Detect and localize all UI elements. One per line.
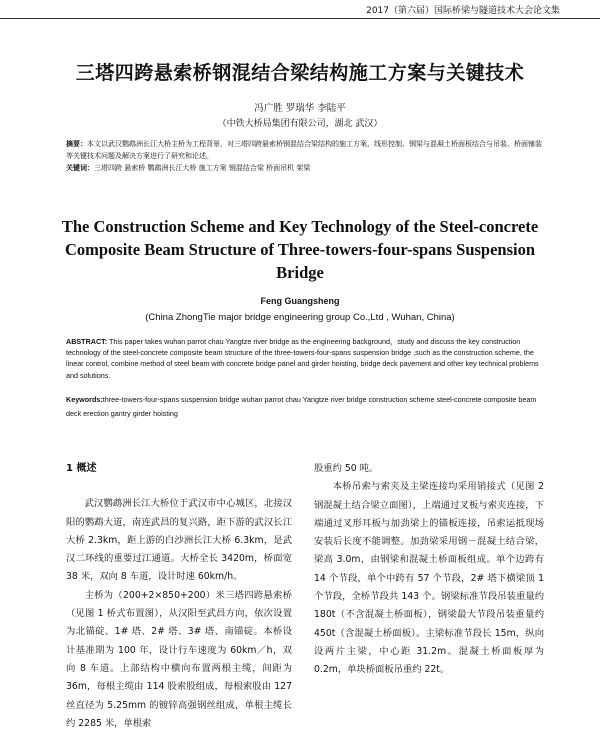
keywords-cn-text: 三塔四跨 悬索桥 鹦鹉洲长江大桥 施工方案 钢混结合梁 桥面吊机 架梁	[94, 164, 311, 172]
abstract-cn-label: 摘要：	[66, 140, 87, 148]
paper-title-en	[60, 215, 540, 284]
author-en: Feng Guangsheng	[260, 296, 340, 306]
keywords-en-label: Keywords:	[66, 395, 103, 404]
keywords-en-text: three-towers-four-spans suspension bridge wuhan parrot chau Yangtze river bridge construction scheme steel-concrete composite beam deck erection gantry girder hoisting	[66, 395, 537, 418]
running-header	[0, 0, 600, 19]
section-heading: 1 概述	[66, 463, 97, 474]
body-column-left	[66, 460, 292, 733]
affiliation-cn: （中铁大桥局集团有限公司，湖北 武汉）	[217, 119, 383, 129]
abstract-cn	[66, 138, 544, 174]
keywords-cn-label: 关键词：	[66, 164, 94, 172]
abstract-en	[66, 336, 544, 381]
title-en-line2: Composite Beam Structure of Three-towers-four-spans Suspension	[64, 240, 536, 259]
paragraph: 股重约 50 吨。	[314, 463, 379, 474]
affiliation-en: (China ZhongTie major bridge engineering group Co.,Ltd , Wuhan, China)	[145, 312, 455, 323]
abstract-cn-text: 本文以武汉鹦鹉洲长江大桥主桥为工程背景，对三塔四跨悬索桥钢混结合梁结构的施工方案、线形控制、钢梁与混凝土桥面板结合与吊装、桥面铺装等关键技术问题及解决方案进行了研究和论述。	[66, 140, 542, 160]
keywords-en	[66, 393, 544, 421]
paper-title-cn: 三塔四跨悬索桥钢混结合梁结构施工方案与关键技术	[75, 62, 525, 84]
paragraph: 主桥为（200+2×850+200）米三塔四跨悬索桥（见图 1 桥式布置图），从汉阳至武昌方向，依次设置为北锚碇、1# 塔、2# 塔、3# 塔、南锚碇。本桥设计基准期为 100 年，设计行车速度为 60km／h，双向 8 车道。上部结构中横向布置两根主缆，间距为 36m，每根主缆由 114 股索股组成，每根索股由 127 丝直径为 5.25mm 的镀锌高强钢丝组成，单根主缆长约 2285 米，单根索	[66, 589, 292, 729]
abstract-en-text: This paper takes wuhan parrot chau Yangtze river bridge as the engineering background，study and discuss the key construction technology of the steel-concrete composite beam structure of the three-towers-four-spans suspension bridge ,such as the construction scheme, the linear control, combine method of steel beam with concrete bridge panel and girder hoisting, bridge deck pavement and other key technical problems and solutions.	[66, 337, 539, 380]
paragraph: 武汉鹦鹉洲长江大桥位于武汉市中心城区，北接汉阳的鹦鹉大道，南连武昌的复兴路，距下游的武汉长江大桥 2.3km，距上游的白沙洲长江大桥 6.3km，是武汉二环线的重要过江通道。大桥全长 3420m，桥面宽 38 米，双向 8 车道，设计时速 60km/h。	[66, 498, 292, 583]
title-en-line1: The Construction Scheme and Key Technology of the Steel-concrete	[61, 217, 539, 236]
body-column-right	[314, 460, 544, 680]
abstract-en-label: ABSTRACT:	[66, 337, 108, 346]
running-head-text: 2017（第六届）国际桥梁与隧道技术大会论文集	[366, 6, 560, 16]
title-en-line3: Bridge	[276, 263, 324, 282]
paragraph: 本桥吊索与索夹及主梁连接均采用销接式（见图 2 钢混凝土结合梁立面图），上端通过叉板与索夹连接，下端通过叉形耳板与加劲梁上的锚板连接，吊索运抵现场安装后长度不能调整。加劲梁采用钢－混凝土结合梁，梁高 3.0m，由钢梁和混凝土桥面板组成。单个边跨有 14 个节段，单个中跨有 57 个节段，2# 塔下横梁顶 1 个节段，全桥节段共 143 个。钢梁标准节段吊装重量约 180t（不含混凝土桥面板），钢梁最大节段吊装重量约 450t（含混凝土桥面板）。主梁标准节段长 15m，纵向设两片主梁，中心距 31.2m。混凝土桥面板厚为 0.2m，单块桥面板吊重约 22t。	[314, 481, 544, 676]
authors-cn: 冯广胜 罗瑞华 李陆平	[254, 103, 346, 114]
